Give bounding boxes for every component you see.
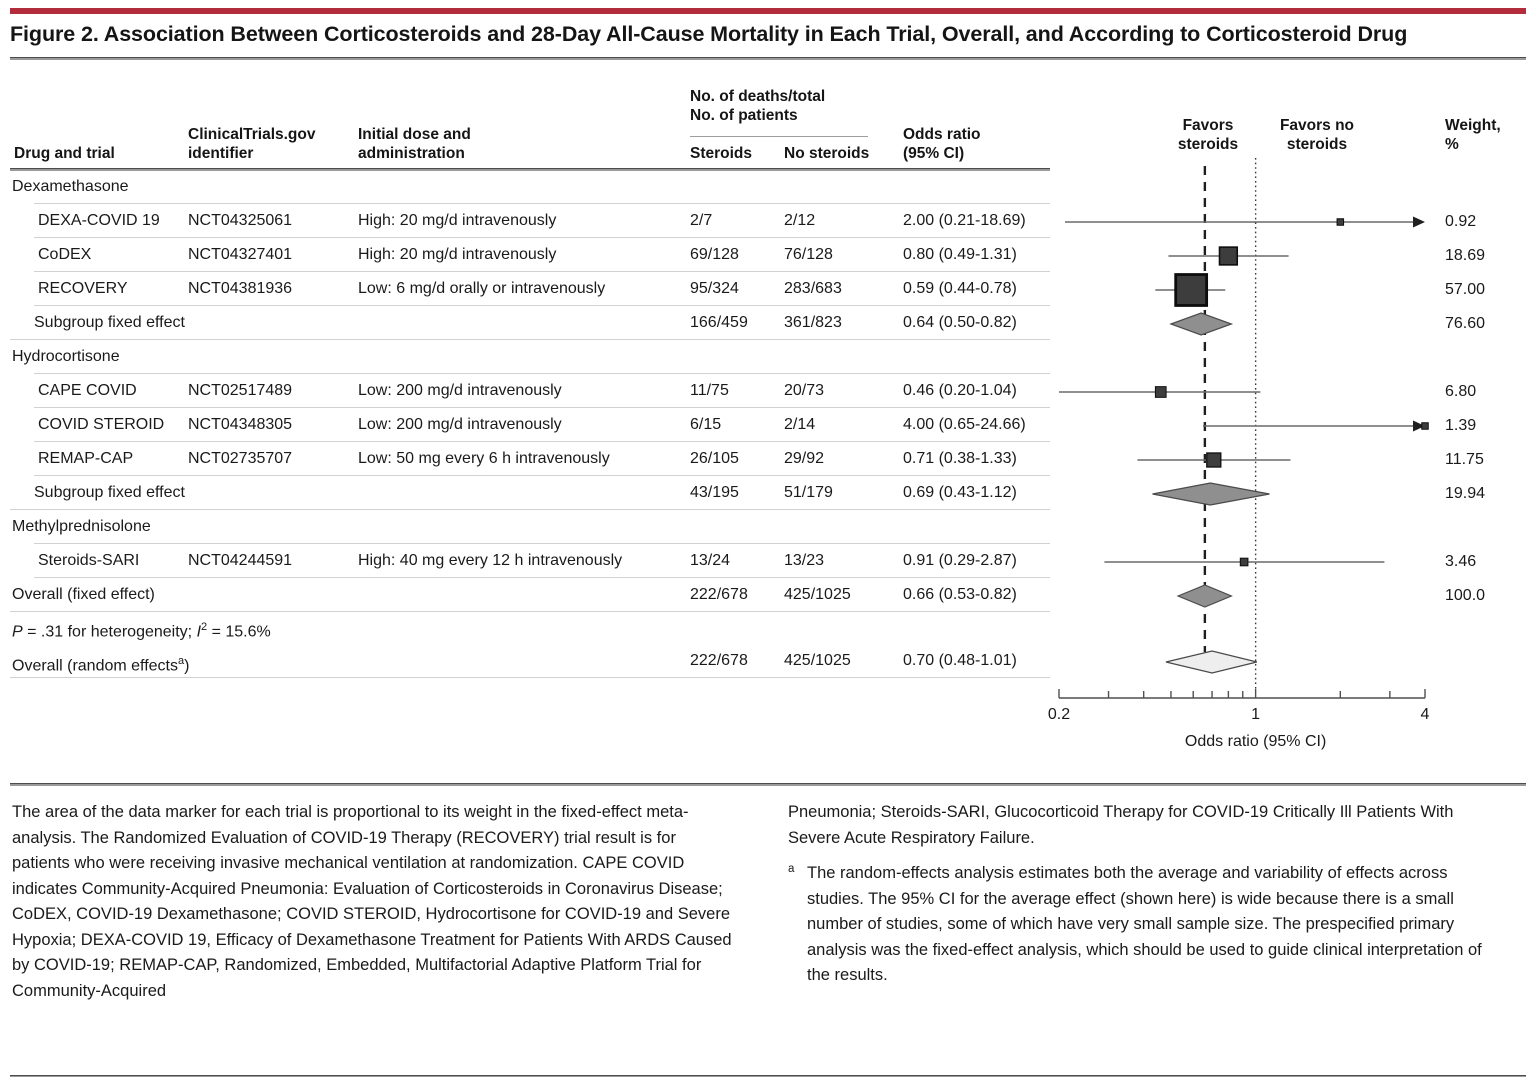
footnote-main-text: The area of the data marker for each trial is proportional to its weight in the fixed-effect meta-analysis. The Randomized Evaluation of COVID-19 Therapy (RECOVERY) trial result is for patients who were receiving invasive mechanical ventilation at randomization. CAPE COVID indicates Community-Acquired Pneumonia: Evaluation of Corticosteroids in Coronavirus Disease; CoDEX, COVID-19 Dexamethasone; COVID STEROID, Hydrocortisone for COVID-19 and Severe Hypoxia; DEXA-COVID 19, Efficacy of Dexamethasone Treatment for Patients With ARDS Caused by COVID-19; REMAP-CAP, Randomized, Embedded, Multifactorial Adaptive Platform Trial for Community-Acquired: [12, 803, 732, 1000]
row-identifier: NCT04348305: [188, 416, 293, 433]
table-row: [10, 238, 1050, 272]
summary-diamond: [1153, 483, 1270, 505]
row-label: Overall (fixed effect): [12, 586, 155, 603]
row-deaths-steroids: 13/24: [690, 552, 731, 569]
row-label: Methylprednisolone: [12, 518, 151, 535]
row-odds-ratio: 2.00 (0.21-18.69): [903, 212, 1026, 229]
bottom-divider: [10, 1075, 1526, 1077]
row-odds-ratio: 0.64 (0.50-0.82): [903, 314, 1017, 331]
row-label: Subgroup fixed effect: [34, 484, 185, 501]
favors-no-steroids-label: Favors no steroids: [1279, 117, 1355, 153]
row-dose: High: 20 mg/d intravenously: [358, 212, 557, 229]
footnote-right: [788, 800, 1498, 999]
row-deaths-steroids: 166/459: [690, 314, 748, 331]
row-dose: Low: 200 mg/d intravenously: [358, 416, 562, 433]
weight-value: 6.80: [1445, 383, 1477, 400]
study-marker: [1155, 387, 1166, 398]
summary-diamond: [1166, 651, 1257, 673]
table-row: [10, 408, 1050, 442]
table-row: [10, 306, 1050, 340]
row-deaths-no-steroids: 76/128: [784, 246, 833, 263]
row-deaths-steroids: 26/105: [690, 450, 739, 467]
table-row: [10, 578, 1050, 612]
row-dose: Low: 50 mg every 6 h intravenously: [358, 450, 610, 467]
study-marker: [1240, 558, 1248, 566]
row-identifier: NCT04327401: [188, 246, 293, 263]
header-odds-ratio: Odds ratio (95% CI): [903, 126, 981, 162]
x-tick-label-null: 1: [1251, 706, 1261, 723]
header-no-steroids: No steroids: [784, 145, 870, 162]
row-label: CAPE COVID: [38, 382, 137, 399]
header-deaths-total: No. of deaths/total No. of patients: [690, 88, 826, 124]
row-deaths-no-steroids: 425/1025: [784, 652, 851, 669]
row-odds-ratio: 0.80 (0.49-1.31): [903, 246, 1017, 263]
figure-title: Figure 2. Association Between Corticosteroids and 28-Day All-Cause Mortality in Each Trial, Overall, and According to Corticosteroid Drug: [10, 22, 1408, 46]
row-label: Dexamethasone: [12, 178, 129, 195]
data-table: [10, 84, 1050, 678]
row-dose: High: 40 mg every 12 h intravenously: [358, 552, 623, 569]
footnote-a-block: [788, 861, 1498, 989]
row-deaths-steroids: 222/678: [690, 652, 748, 669]
weight-value: 57.00: [1445, 281, 1486, 298]
table-body: [10, 170, 1050, 678]
header-drug-and-trial: Drug and trial: [14, 145, 115, 162]
table-group-row: [10, 510, 1050, 544]
study-marker: [1337, 219, 1344, 226]
weight-value: 76.60: [1445, 315, 1486, 332]
row-dose: Low: 6 mg/d orally or intravenously: [358, 280, 606, 297]
header-dose: Initial dose and administration: [358, 126, 471, 162]
heterogeneity-text: P = .31 for heterogeneity; $I^2 = 15.6\%$: [12, 621, 271, 641]
row-odds-ratio: 0.91 (0.29-2.87): [903, 552, 1017, 569]
study-marker: [1176, 275, 1207, 306]
forest-plot: [1047, 84, 1536, 750]
footnote-a-text: The random-effects analysis estimates both the average and variability of effects across studies. The 95% CI for the average effect (shown here) is wide because there is a small number of studies, some of which have very small sample size. The prespecified primary analysis was the fixed-effect analysis, which should be used to guide clinical interpretation of the results.: [807, 864, 1482, 984]
table-row: [10, 544, 1050, 578]
row-odds-ratio: 0.70 (0.48-1.01): [903, 652, 1017, 669]
row-deaths-no-steroids: 361/823: [784, 314, 842, 331]
row-odds-ratio: 0.66 (0.53-0.82): [903, 586, 1017, 603]
x-tick-label-high: 4: [1420, 706, 1430, 723]
row-odds-ratio: 0.69 (0.43-1.12): [903, 484, 1017, 501]
row-identifier: NCT04244591: [188, 552, 293, 569]
table-group-row: [10, 170, 1050, 204]
header-steroids: Steroids: [690, 145, 753, 162]
row-label: Steroids-SARI: [38, 552, 140, 569]
row-identifier: NCT02517489: [188, 382, 293, 399]
row-deaths-no-steroids: 283/683: [784, 280, 842, 297]
ci-arrow: [1413, 217, 1425, 228]
row-deaths-steroids: 222/678: [690, 586, 748, 603]
row-label: RECOVERY: [38, 280, 128, 297]
weight-value: 100.0: [1445, 587, 1486, 604]
row-deaths-no-steroids: 13/23: [784, 552, 825, 569]
heterogeneity-row: [10, 612, 1050, 644]
weight-value: 3.46: [1445, 553, 1477, 570]
study-marker: [1207, 453, 1221, 467]
row-label: COVID STEROID: [38, 416, 165, 433]
row-deaths-no-steroids: 2/12: [784, 212, 816, 229]
row-deaths-no-steroids: 51/179: [784, 484, 833, 501]
weight-header: Weight, %: [1445, 117, 1501, 153]
weight-value: 1.39: [1445, 417, 1477, 434]
footnote-a-marker: a: [788, 863, 795, 875]
title-divider: [10, 57, 1526, 60]
header-identifier: ClinicalTrials.gov identifier: [188, 126, 316, 162]
row-deaths-steroids: 95/324: [690, 280, 739, 297]
row-odds-ratio: 4.00 (0.65-24.66): [903, 416, 1026, 433]
row-label: REMAP-CAP: [38, 450, 134, 467]
row-label: CoDEX: [38, 246, 92, 263]
table-row: [10, 272, 1050, 306]
x-tick-label-low: 0.2: [1047, 706, 1071, 723]
table-header: [10, 84, 1050, 170]
summary-diamond: [1178, 585, 1231, 607]
accent-bar: [10, 8, 1526, 14]
row-identifier: NCT04325061: [188, 212, 293, 229]
summary-diamond: [1171, 313, 1231, 335]
row-deaths-no-steroids: 20/73: [784, 382, 825, 399]
table-row: [10, 204, 1050, 238]
header-deaths-underline: [690, 136, 868, 137]
table-row: [10, 374, 1050, 408]
favors-steroids-label: Favors steroids: [1177, 117, 1239, 153]
row-deaths-steroids: 43/195: [690, 484, 739, 501]
weight-value: 19.94: [1445, 485, 1486, 502]
row-separator: [10, 677, 1050, 678]
row-identifier: NCT02735707: [188, 450, 293, 467]
x-axis-title: Odds ratio (95% CI): [1184, 733, 1327, 750]
table-row: [10, 442, 1050, 476]
row-dose: Low: 200 mg/d intravenously: [358, 382, 562, 399]
row-deaths-steroids: 6/15: [690, 416, 722, 433]
row-deaths-steroids: 11/75: [690, 382, 729, 399]
row-odds-ratio: 0.71 (0.38-1.33): [903, 450, 1017, 467]
row-deaths-no-steroids: 29/92: [784, 450, 825, 467]
study-marker: [1220, 247, 1238, 265]
row-label: DEXA-COVID 19: [38, 212, 160, 229]
row-label: Subgroup fixed effect: [34, 314, 185, 331]
table-row: [10, 644, 1050, 678]
weight-value: 11.75: [1445, 451, 1484, 468]
footnote-divider: [10, 783, 1526, 786]
weight-value: 0.92: [1445, 213, 1477, 230]
row-deaths-no-steroids: 425/1025: [784, 586, 851, 603]
row-deaths-steroids: 69/128: [690, 246, 739, 263]
row-odds-ratio: 0.59 (0.44-0.78): [903, 280, 1017, 297]
row-label: Overall (random effects$^a$): [12, 655, 190, 675]
weight-value: 18.69: [1445, 247, 1486, 264]
footnote-continued-text: Pneumonia; Steroids-SARI, Glucocorticoid Therapy for COVID-19 Critically Ill Patients With Severe Acute Respiratory Failure.: [788, 803, 1454, 847]
study-marker: [1422, 423, 1429, 430]
table-group-row: [10, 340, 1050, 374]
row-deaths-no-steroids: 2/14: [784, 416, 816, 433]
row-deaths-steroids: 2/7: [690, 212, 713, 229]
footnote-left: [12, 800, 738, 1014]
row-label: Hydrocortisone: [12, 348, 120, 365]
row-odds-ratio: 0.46 (0.20-1.04): [903, 382, 1017, 399]
row-identifier: NCT04381936: [188, 280, 293, 297]
table-row: [10, 476, 1050, 510]
row-dose: High: 20 mg/d intravenously: [358, 246, 557, 263]
